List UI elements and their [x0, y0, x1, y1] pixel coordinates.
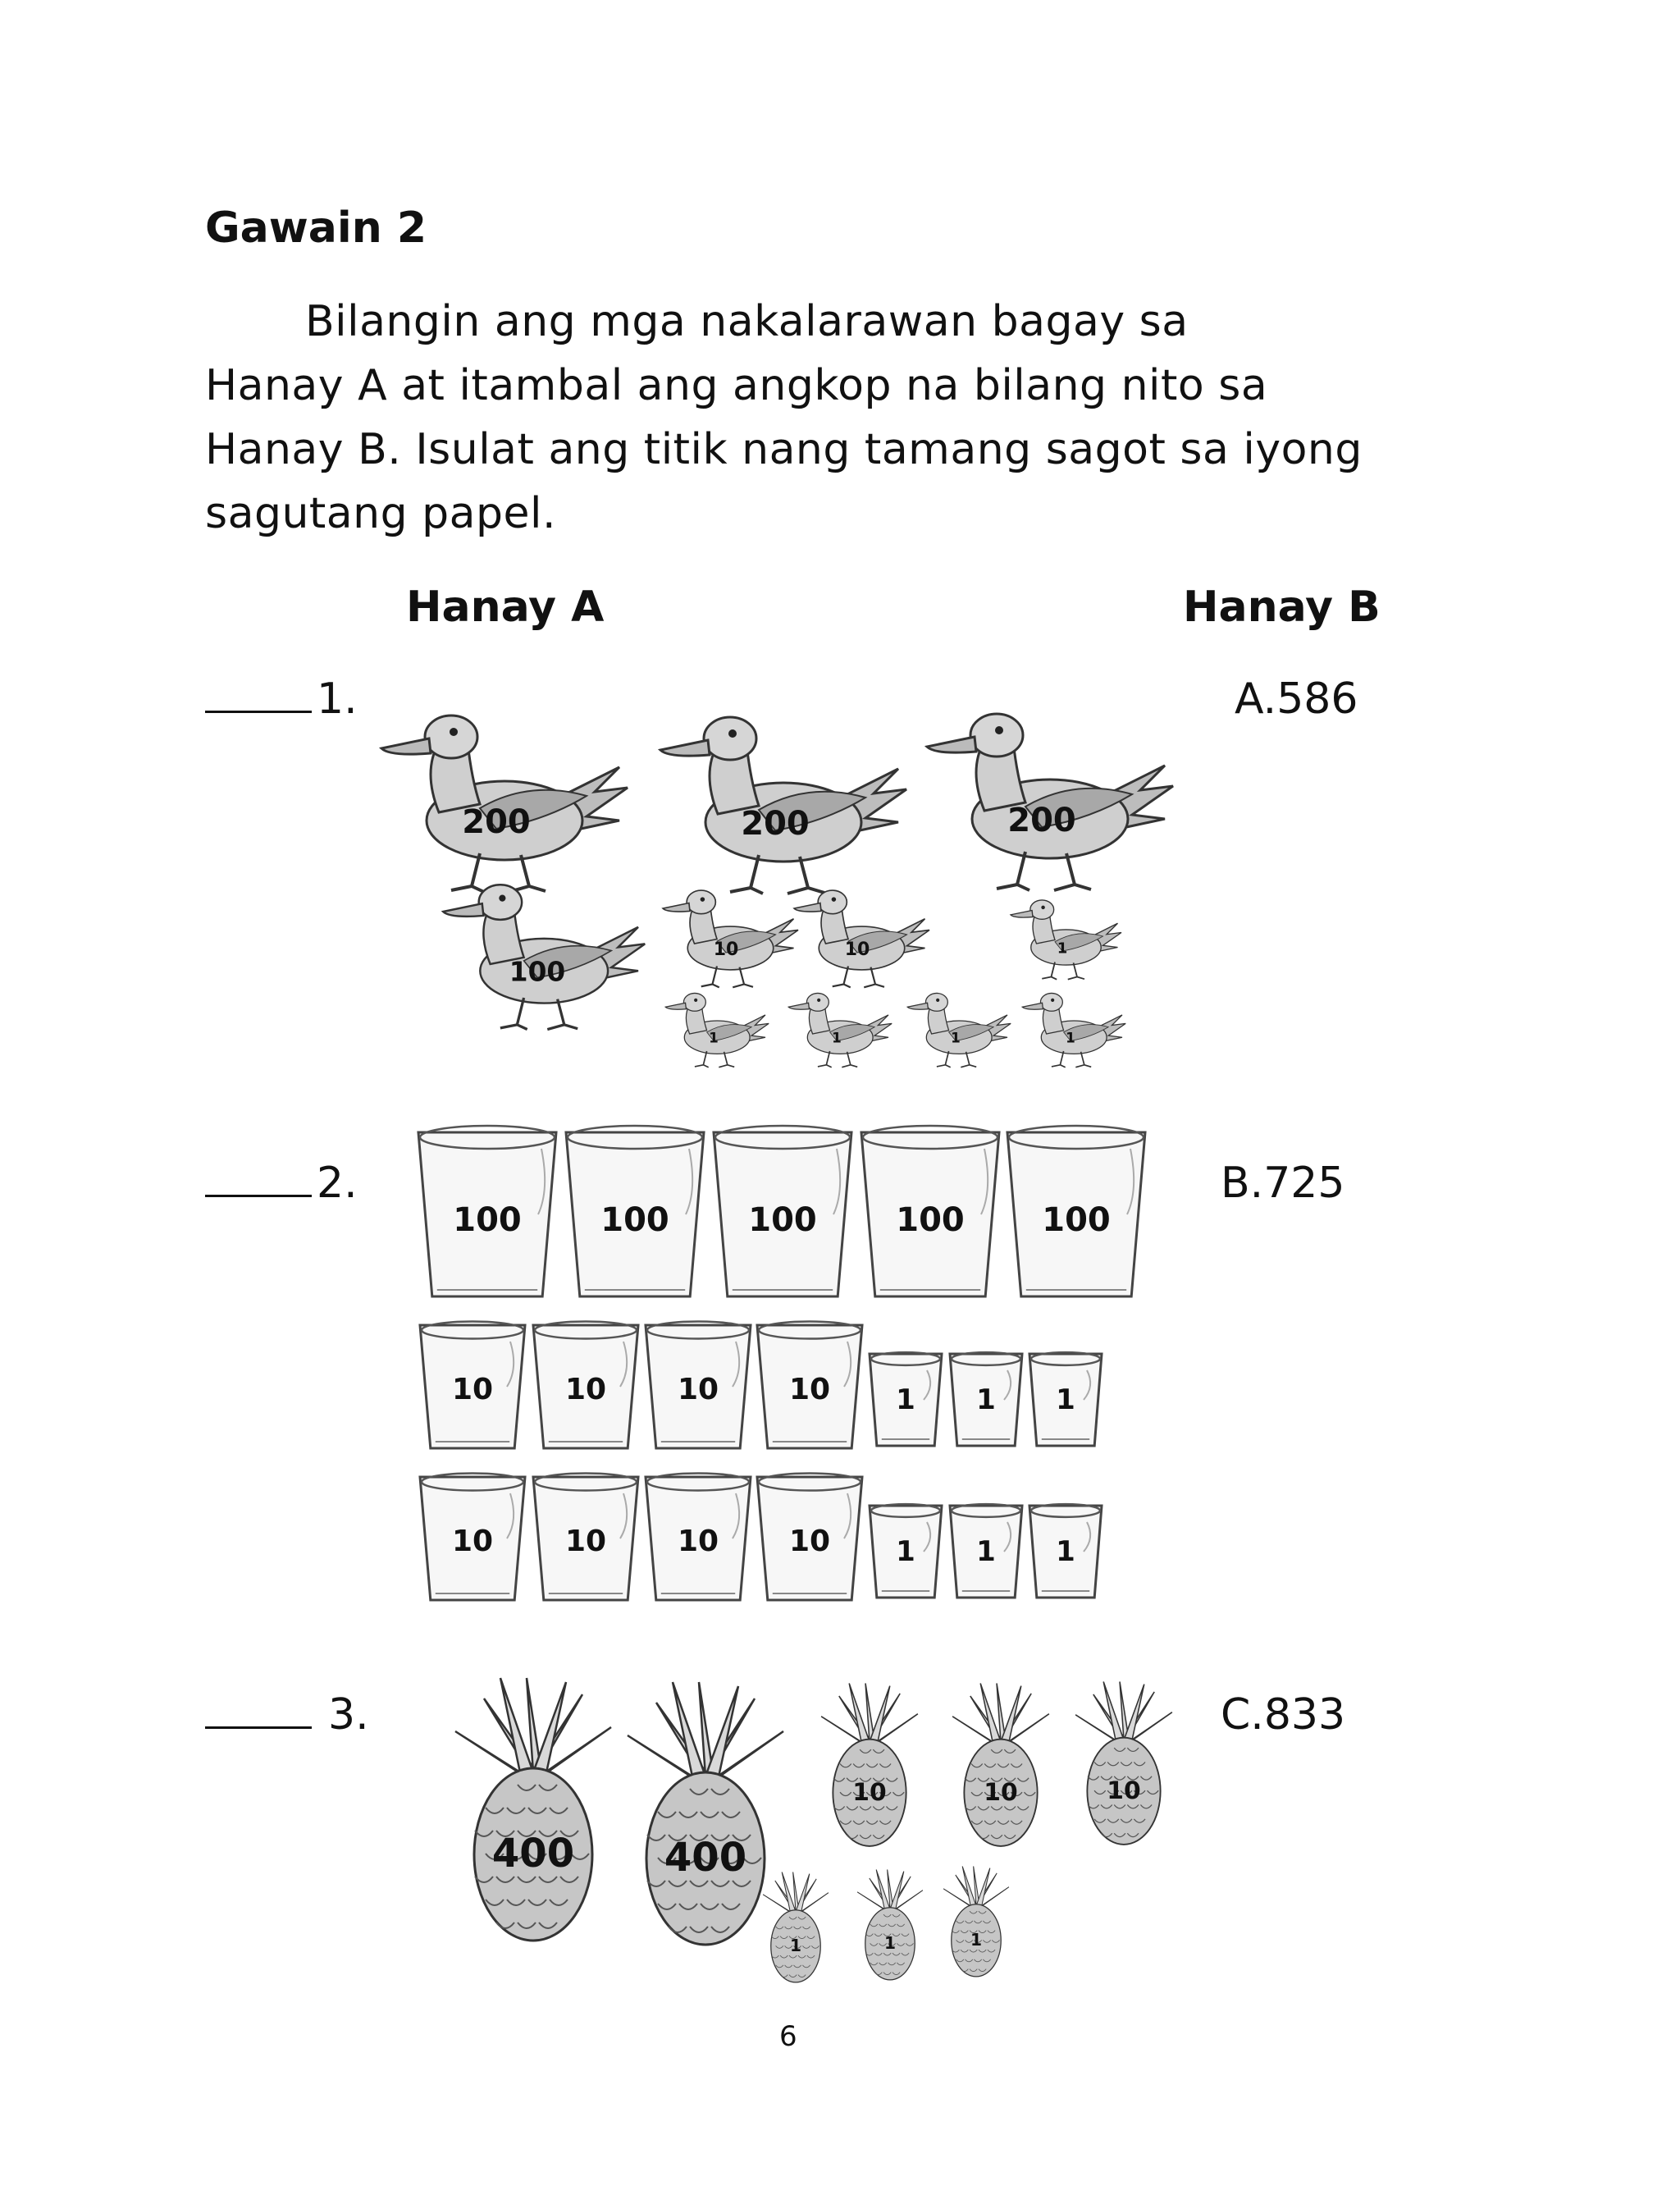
value-label: 10: [1107, 1776, 1141, 1806]
glass-icon: [757, 1322, 862, 1449]
glass-icon: [870, 1504, 942, 1598]
value-label: 100: [896, 1201, 965, 1239]
duck-icon: [443, 885, 645, 1029]
value-label: 10: [677, 1525, 719, 1558]
value-label: 10: [844, 939, 870, 960]
duck-icon: [927, 714, 1173, 890]
pineapple-icon: [952, 1684, 1049, 1846]
value-label: 10: [788, 1525, 831, 1558]
pineapple-picture-group: [435, 1649, 1189, 1994]
glass-icon: [861, 1126, 999, 1296]
value-label: 1: [1057, 940, 1068, 958]
value-label: 10: [451, 1373, 494, 1406]
value-label: 10: [451, 1525, 494, 1558]
value-label: 100: [1042, 1201, 1111, 1239]
glass-icon: [646, 1322, 751, 1449]
glass-icon: [1029, 1352, 1102, 1446]
pineapple-icon: [821, 1684, 918, 1846]
duck-icon: [907, 993, 1011, 1067]
value-label: 1: [976, 1535, 996, 1569]
value-label: 1: [896, 1383, 915, 1417]
value-label: 1: [832, 1029, 842, 1046]
instruction-line-2: Hanay A at itambal ang angkop na bilang nito sa: [205, 361, 1268, 410]
value-label: 10: [713, 939, 739, 960]
value-label: 100: [509, 956, 566, 988]
value-label: 10: [677, 1373, 719, 1406]
duck-icon: [381, 716, 628, 892]
glass-icon: [420, 1322, 525, 1449]
value-label: 100: [453, 1201, 522, 1239]
glass-icon: [757, 1474, 862, 1601]
glass-icon: [1007, 1126, 1145, 1296]
value-label: 1: [970, 1930, 983, 1950]
value-label: 1: [789, 1936, 802, 1956]
value-label: 1: [1066, 1029, 1075, 1046]
value-label: 10: [564, 1373, 607, 1406]
glass-icon: [533, 1322, 638, 1449]
instruction-line-4: sagutang papel.: [205, 489, 557, 538]
choice-b: B.725: [1221, 1159, 1345, 1208]
value-label: 400: [491, 1831, 575, 1877]
glass-icon: [418, 1126, 556, 1296]
value-label: 1: [951, 1029, 961, 1046]
glass-icon: [950, 1504, 1022, 1598]
glass-icon: [420, 1474, 525, 1601]
duck-picture-group: [377, 673, 1206, 1083]
answer-blank-2[interactable]: [205, 1162, 312, 1197]
glass-icon: [533, 1474, 638, 1601]
value-label: 1: [976, 1383, 996, 1417]
glass-icon: [1029, 1504, 1102, 1598]
item-1-label: 1.: [205, 674, 358, 724]
page-number: 6: [779, 2020, 797, 2053]
value-label: 100: [748, 1201, 817, 1239]
glass-icon: [646, 1474, 751, 1601]
instruction-line-3: Hanay B. Isulat ang titik nang tamang sagot sa iyong: [205, 425, 1363, 474]
duck-icon: [788, 993, 892, 1067]
glass-icon: [714, 1126, 851, 1296]
pineapple-icon: [1075, 1682, 1172, 1845]
pineapple-icon: [455, 1678, 611, 1941]
value-label: 1: [1056, 1535, 1075, 1569]
answer-blank-3[interactable]: [205, 1694, 312, 1729]
duck-icon: [1022, 993, 1125, 1067]
answer-blank-1[interactable]: [205, 678, 312, 713]
duck-icon: [665, 993, 769, 1067]
value-label: 200: [1007, 802, 1076, 839]
duck-icon: [660, 717, 906, 894]
value-label: 10: [788, 1373, 831, 1406]
value-label: 1: [1056, 1383, 1075, 1417]
glass-icon: [566, 1126, 704, 1296]
column-a-heading: Hanay A: [406, 583, 605, 632]
duck-icon: [794, 890, 929, 987]
instruction-line-1: Bilangin ang mga nakalarawan bagay sa: [305, 297, 1189, 346]
pineapple-icon: [943, 1867, 1009, 1977]
glass-icon: [950, 1352, 1022, 1446]
column-b-heading: Hanay B: [1183, 583, 1381, 632]
value-label: 400: [664, 1835, 747, 1881]
value-label: 200: [741, 805, 810, 843]
pineapple-icon: [628, 1682, 783, 1945]
choice-a: A.586: [1235, 674, 1358, 724]
duck-icon: [1011, 900, 1121, 980]
value-label: 1: [883, 1933, 897, 1954]
item-3-label: 3.: [205, 1690, 369, 1740]
glass-icon: [870, 1352, 942, 1446]
glass-picture-group: [402, 1116, 1165, 1608]
pineapple-icon: [857, 1870, 923, 1980]
choice-c: C.833: [1221, 1690, 1346, 1740]
value-label: 200: [462, 803, 531, 841]
value-label: 1: [709, 1029, 719, 1046]
value-label: 10: [852, 1778, 887, 1808]
duck-icon: [663, 890, 798, 987]
value-label: 1: [896, 1535, 915, 1569]
pineapple-icon: [763, 1872, 829, 1982]
value-label: 10: [984, 1778, 1018, 1808]
item-2-label: 2.: [205, 1159, 358, 1208]
value-label: 100: [600, 1201, 669, 1239]
value-label: 10: [564, 1525, 607, 1558]
activity-title: Gawain 2: [205, 203, 427, 253]
